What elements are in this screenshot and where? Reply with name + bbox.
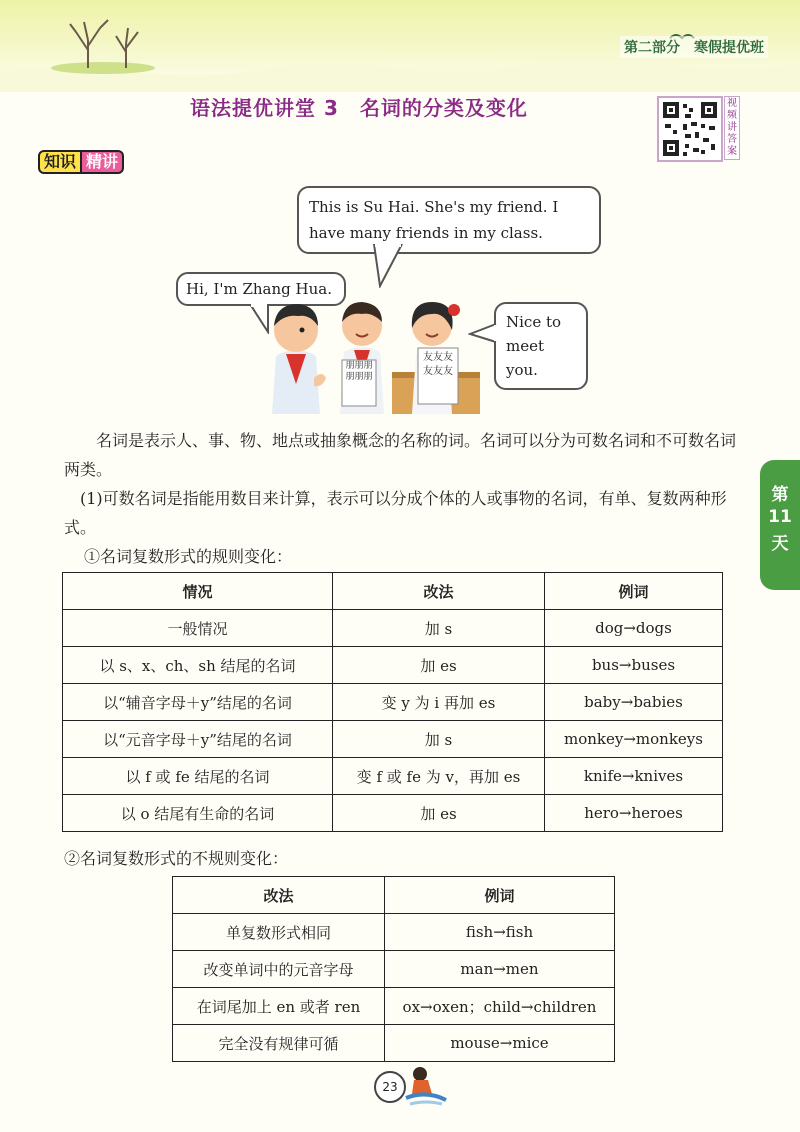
table-cell: dog→dogs bbox=[545, 610, 723, 647]
table-header-cell: 例词 bbox=[385, 877, 615, 914]
speech-bubble-su-hai: This is Su Hai. She's my friend. I have many friends in my class. bbox=[297, 186, 601, 254]
countable-paragraph: (1)可数名词是指能用数目来计算，表示可以分成个体的人或事物的名词，有单、复数两种形式。 bbox=[64, 489, 727, 537]
page-number: 23 bbox=[374, 1071, 406, 1103]
table-cell: monkey→monkeys bbox=[545, 721, 723, 758]
table-cell: 加 es bbox=[333, 795, 545, 832]
table-header-cell: 情况 bbox=[63, 573, 333, 610]
table-header-row bbox=[173, 877, 615, 914]
table-cell: ox→oxen；child→children bbox=[385, 988, 615, 1025]
table-row bbox=[63, 721, 723, 758]
table-row bbox=[63, 758, 723, 795]
table-cell: hero→heroes bbox=[545, 795, 723, 832]
card-left-text: 朋朋朋朋朋朋 bbox=[345, 361, 373, 382]
badge-part2: 精讲 bbox=[82, 150, 124, 174]
day-tab-line3: 天 bbox=[771, 534, 789, 554]
table-cell: 加 s bbox=[333, 721, 545, 758]
tree-illustration bbox=[48, 10, 158, 74]
table-cell: 单复数形式相同 bbox=[173, 914, 385, 951]
table-row bbox=[63, 795, 723, 832]
qr-caption: 视频讲答案 bbox=[724, 96, 740, 160]
table-row bbox=[173, 1025, 615, 1062]
table-row bbox=[173, 951, 615, 988]
table-row bbox=[173, 988, 615, 1025]
table-header-cell: 例词 bbox=[545, 573, 723, 610]
regular-plural-table bbox=[62, 572, 723, 832]
day-tab-line1: 第 bbox=[771, 485, 789, 505]
table-cell: 以 f 或 fe 结尾的名词 bbox=[63, 758, 333, 795]
table-cell: 变 f 或 fe 为 v，再加 es bbox=[333, 758, 545, 795]
section-label: 第二部分 寒假提优班 bbox=[620, 36, 768, 58]
table-header-cell: 改法 bbox=[173, 877, 385, 914]
table-cell: man→men bbox=[385, 951, 615, 988]
table-cell: knife→knives bbox=[545, 758, 723, 795]
table-cell: 以 s、x、ch、sh 结尾的名词 bbox=[63, 647, 333, 684]
table-cell: 在词尾加上 en 或者 ren bbox=[173, 988, 385, 1025]
section-badge bbox=[38, 150, 124, 174]
table-cell: 加 s bbox=[333, 610, 545, 647]
table-row bbox=[173, 914, 615, 951]
table-cell: bus→buses bbox=[545, 647, 723, 684]
table-cell: mouse→mice bbox=[385, 1025, 615, 1062]
table-cell: 一般情况 bbox=[63, 610, 333, 647]
table-row bbox=[63, 684, 723, 721]
table-cell: baby→babies bbox=[545, 684, 723, 721]
day-tab-line2: 11 bbox=[768, 507, 792, 527]
page-title: 语法提优讲堂 3 名词的分类及变化 bbox=[190, 96, 528, 120]
badge-part1: 知识 bbox=[38, 150, 82, 174]
table-cell: 完全没有规律可循 bbox=[173, 1025, 385, 1062]
speech-bubble-zhang-hua: Hi, I'm Zhang Hua. bbox=[176, 272, 346, 306]
table-cell: 以 o 结尾有生命的名词 bbox=[63, 795, 333, 832]
table-cell: 改变单词中的元音字母 bbox=[173, 951, 385, 988]
irregular-plural-table bbox=[172, 876, 615, 1062]
boy-middle bbox=[340, 302, 384, 414]
card-right-text: 友友友友友友 bbox=[423, 352, 453, 377]
table-cell: 变 y 为 i 再加 es bbox=[333, 684, 545, 721]
table-cell: 加 es bbox=[333, 647, 545, 684]
table-cell: 以“元音字母＋y”结尾的名词 bbox=[63, 721, 333, 758]
speech-bubble-nice: Nice to meet you. bbox=[494, 302, 588, 390]
kid-mascot-icon bbox=[402, 1064, 450, 1108]
boy-left bbox=[272, 304, 326, 414]
irregular-heading: ②名词复数形式的不规则变化： bbox=[64, 849, 289, 868]
day-tab bbox=[760, 460, 800, 590]
bubble-tail-su-hai bbox=[372, 244, 412, 288]
table-header-row bbox=[63, 573, 723, 610]
qr-code[interactable] bbox=[657, 96, 723, 162]
regular-heading: ①名词复数形式的规则变化： bbox=[84, 547, 293, 566]
table-row bbox=[63, 610, 723, 647]
table-cell: fish→fish bbox=[385, 914, 615, 951]
table-cell: 以“辅音字母＋y”结尾的名词 bbox=[63, 684, 333, 721]
qr-code-icon bbox=[659, 98, 721, 160]
table-header-cell: 改法 bbox=[333, 573, 545, 610]
intro-paragraph: 名词是表示人、事、物、地点或抽象概念的名称的词。名词可以分为可数名词和不可数名词两类。 bbox=[64, 431, 737, 479]
table-row bbox=[63, 647, 723, 684]
